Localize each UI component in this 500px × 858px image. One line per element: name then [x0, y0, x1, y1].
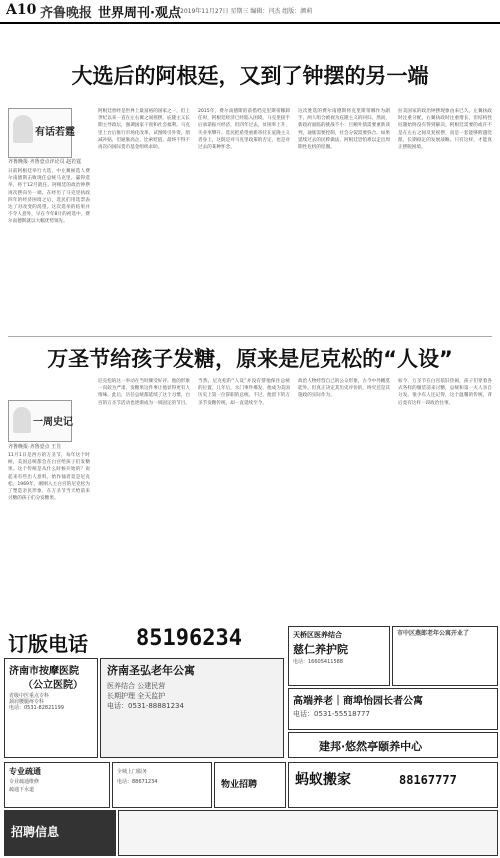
jianye-name: 建邦·悠然亭颐养中心 [319, 740, 423, 753]
article1-col4: 这次胜选的费尔南德斯将克里斯蒂娜作为副手，两人组合被视为庇隆主义的回归。然而，新政府面临的挑战不小：巨额外债需要重新谈判，通胀需要控制，社会分裂需要弥合。如果延续过去的民粹做法，阿根廷恐怕难以走出周期性危机的怪圈。 [298, 109, 390, 151]
stamp-service: 专业疏通 [9, 767, 41, 776]
page-number: A10 [6, 2, 37, 18]
header-rule [0, 22, 500, 24]
order-label: 订版电话 [8, 632, 88, 656]
article1-headline: 大选后的阿根廷，又到了钟摆的另一端 [71, 64, 429, 88]
article2-col3: 当然，尼克松的“人设”并没有帮他保住总统的位置。几年后，水门事件爆发，他成为美国历史上第一位辞职的总统。不过，他留下的万圣节发糖传统，却一直延续至今。 [198, 379, 290, 406]
goods-name: 物业招聘 [221, 780, 258, 790]
ads-section [0, 624, 500, 858]
info-title: 招聘信息 [11, 825, 60, 839]
column2-logo: 一周史记 [33, 417, 73, 428]
author-portrait-icon [13, 115, 33, 143]
misc-ads-strip [118, 810, 498, 856]
small-ad-line-1: 专业疏通维修 [9, 779, 40, 785]
zhongxin-ad [392, 626, 498, 686]
ciren-name: 慈仁养护院 [293, 643, 348, 656]
article2-headline: 万圣节给孩子发糖，原来是尼克松的“人设” [47, 347, 453, 371]
goods-ad [214, 762, 286, 808]
info-ad [4, 810, 116, 856]
section-divider [8, 336, 492, 337]
move-ad [288, 762, 498, 808]
order-phone-banner [4, 626, 282, 654]
article2-col5: 如今，万圣节在白宫依旧热闹，孩子们穿着各式各样的服装前来讨糖，总统和第一夫人亲自分发。很少有人还记得，这个温馨的传统，背后竟有这样一段政治往事。 [398, 379, 492, 406]
jianye-ad [288, 732, 498, 758]
move-phone: 88167777 [399, 773, 457, 787]
column2-logo-box [8, 400, 72, 442]
gaoduan-ad [288, 688, 498, 730]
hospital-sub: （公立医院） [23, 680, 83, 691]
article1-col2: 阿根廷曾经是世界上最富裕的国家之一，但上世纪以来一直在左右翼之间摇摆。庇隆主义长期主导政坛，强调国家干预和社会福利。马克里上台后推行市场化改革，试图吸引外资，削减补贴，但通胀高企、比索贬值，最终不得不再次向国际货币基金组织求助。 [98, 109, 190, 151]
tianqiao-name: 天桥区医养结合 [293, 631, 342, 639]
small-ad-1 [4, 762, 110, 808]
article2-col1: 11月1日是西方的万圣节，每年这个时候，美国总统都会在白宫给孩子们发糖果。这个传统是从什么时候开始的？说起来有些出人意料，始作俑者竟是尼克松。1969年，刚刚入主白宫的尼克松为了塑造亲民形象，在万圣节当天给前来讨糖的孩子们分发糖果。 [8, 453, 90, 502]
ciren-ad [288, 626, 390, 686]
newspaper-name: 齐鲁晚报 [40, 6, 93, 21]
small-ad-line-3: 全城上门服务 [117, 769, 148, 775]
date-line: 2019年11月27日 星期三 编辑：闫杰 组版：颜莉 [180, 8, 313, 15]
small-ad-line-2: 疏通下水道 [9, 787, 35, 793]
zhongxin-banner: 市中区燕郎老年公寓开业了 [397, 630, 470, 637]
hospital-ad [4, 658, 98, 758]
column-logo: 有话若霆 [35, 127, 75, 138]
small-ad-line-4: 电话：88671234 [117, 779, 158, 785]
column-logo-box [8, 108, 75, 158]
small-ad-2 [112, 762, 212, 808]
nursing-name: 济南圣弘老年公寓 [107, 664, 195, 677]
move-name: 蚂蚁搬家 [295, 772, 351, 788]
article2-byline: 齐鲁晚报·齐鲁壹点 王昱 [8, 444, 62, 450]
order-phone: 85196234 [136, 626, 242, 651]
hospital-lines: 省级中医重点专科 颈肩腰腿疼专科 电话：0531-82821199 [9, 693, 64, 711]
ciren-phone: 电话：16605411588 [293, 659, 343, 665]
article2-col2: 尼克松的这一举动在当时颇受好评。他的形象一向较为严肃，发糖果这件事让他显得更有人情味。此后，历任总统都延续了这个习惯，白宫的万圣节活动也逐渐成为一项固定的节目。 [98, 379, 190, 406]
article1-byline: 齐鲁晚报·齐鲁壹点评论员 赵若霆 [8, 159, 82, 165]
nursing-home-ad [100, 658, 284, 758]
article2-col4: 政治人物经营自己的公众形象，古今中外概莫能外。但真正决定其历史评价的，终究还是其施政的实际作为。 [298, 379, 390, 399]
author-portrait-icon [13, 407, 31, 433]
nursing-lines: 医养结合 公建民营 长期护理 全天监护 电话：0531-88881234 [107, 682, 184, 710]
page-header [0, 0, 500, 24]
article1-col1: 日前阿根廷举行大选，中左翼候选人费尔南德斯击败现任总统马克里，赢得选举，将于12月就任。阿根廷的政治钟摆再次摆向另一端。在经历了马克里执政四年的经济困境之后，选民们用选票表达了对改变的渴望。这次选举的结果并不令人意外，早在今年8月的初选中，费尔南德斯就以大幅优势领先。 [8, 169, 90, 225]
article1-col5: 拉美国家的政治钟摆现象由来已久。左翼执政时注重分配，右翼执政时注重增长，但结构性问题始终没有得到解决。阿根廷需要的或许不是在左右之间反复摇摆，而是一套能够跨越党派、长期稳定的发展战略。只有这样，才能真正摆脱困境。 [398, 109, 492, 151]
hospital-name: 济南市按摩医院 [9, 666, 79, 677]
gaoduan-phone: 电话：0531-55518777 [293, 710, 370, 718]
article1-col3: 2015年，费尔南德斯的前搭档克里斯蒂娜卸任时，阿根廷经济已经陷入困境。马克里接手后承诺振兴经济，但四年过去，贫困率上升，失业率攀升。选民把希望重新寄托在庇隆主义者身上，这既是对马克里政策的否定，也是对过去的某种怀念。 [198, 109, 290, 151]
gaoduan-name: 高端养老｜商埠怡园长者公寓 [293, 696, 423, 707]
section-title: 世界周刊·观点 [98, 6, 181, 21]
